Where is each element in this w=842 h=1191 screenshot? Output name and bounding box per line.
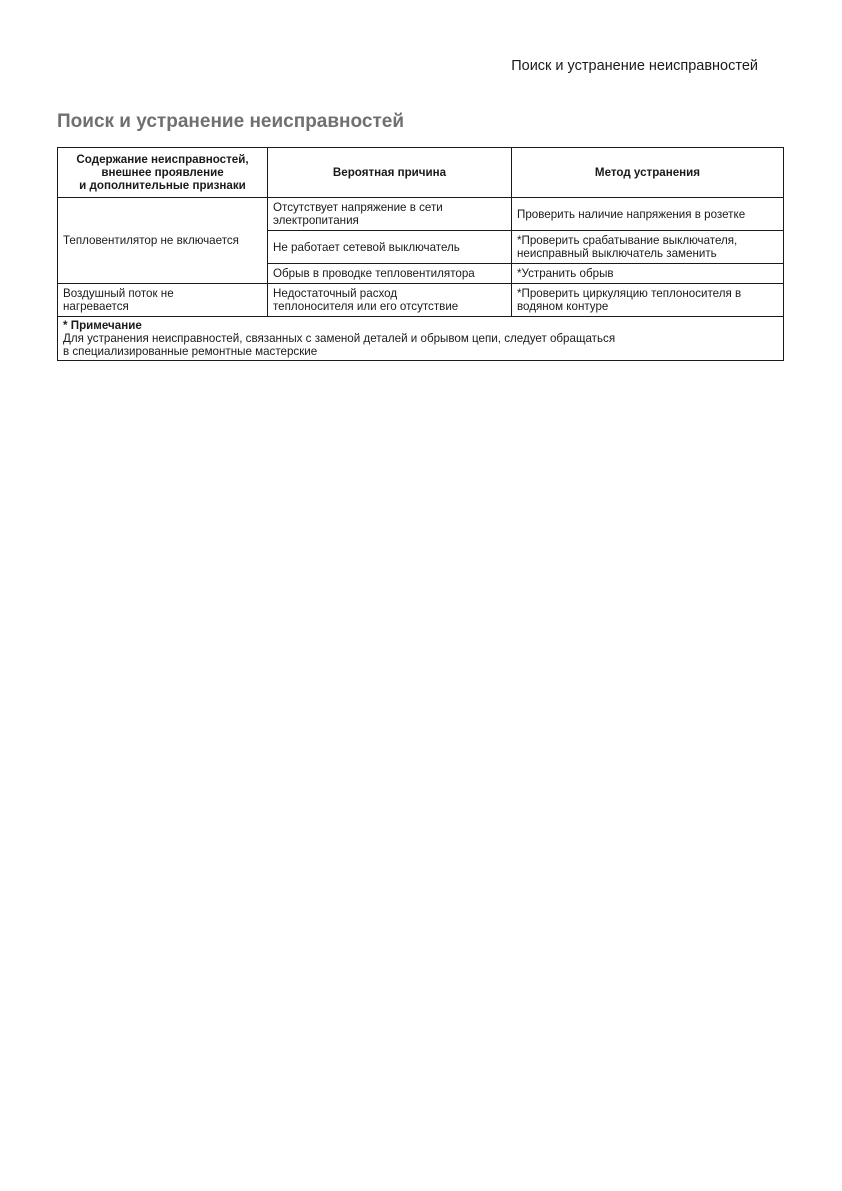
- note-row: [58, 317, 784, 361]
- header-remedy: Метод устранения: [512, 148, 784, 198]
- section-title: Поиск и устранение неисправностей: [57, 111, 405, 132]
- remedy-cell: *Устранить обрыв: [512, 264, 784, 284]
- note-text: Для устранения неисправностей, связанных с заменой деталей и обрывом цепи, следует обращаться в специализированные ремонтные мастерские: [63, 332, 616, 358]
- symptom-cell: Тепловентилятор не включается: [58, 198, 268, 284]
- remedy-cell: *Проверить срабатывание выключателя, неисправный выключатель заменить: [512, 231, 784, 264]
- remedy-cell: *Проверить циркуляцию теплоносителя в водяном контуре: [512, 284, 784, 317]
- cause-cell: Недостаточный расход теплоносителя или его отсутствие: [268, 284, 512, 317]
- note-cell: [58, 317, 784, 361]
- cause-cell: Отсутствует напряжение в сети электропитания: [268, 198, 512, 231]
- header-cause: Вероятная причина: [268, 148, 512, 198]
- header-symptom: Содержание неисправностей, внешнее проявление и дополнительные признаки: [58, 148, 268, 198]
- note-title: * Примечание: [63, 319, 142, 332]
- running-header: Поиск и устранение неисправностей: [511, 58, 758, 74]
- table-row: [58, 284, 784, 317]
- cause-cell: Обрыв в проводке тепловентилятора: [268, 264, 512, 284]
- cause-cell: Не работает сетевой выключатель: [268, 231, 512, 264]
- table-row: [58, 198, 784, 231]
- table-header-row: [58, 148, 784, 198]
- troubleshooting-table: [57, 147, 784, 361]
- symptom-cell: Воздушный поток не нагревается: [58, 284, 268, 317]
- remedy-cell: Проверить наличие напряжения в розетке: [512, 198, 784, 231]
